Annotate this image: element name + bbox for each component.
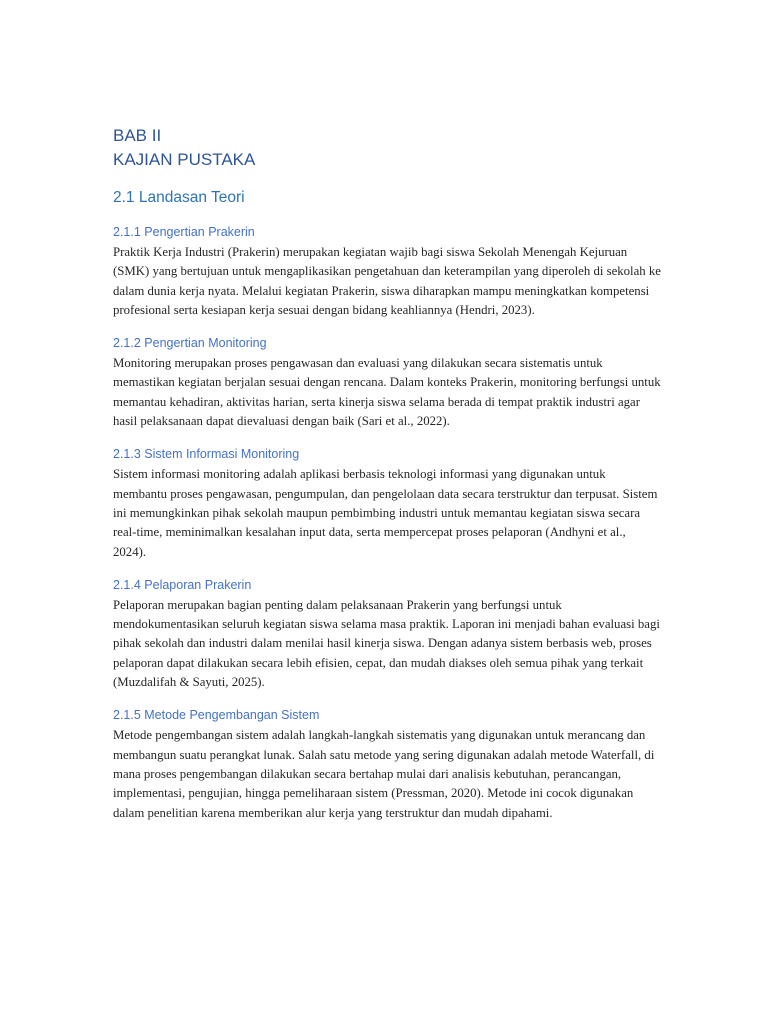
subsection-pelaporan (113, 577, 661, 692)
subsection-paragraph: Sistem informasi monitoring adalah aplikasi berbasis teknologi informasi yang digunakan untuk membantu proses pengawasan, pengumpulan, dan pengelolaan data secara terstruktur dan terpusat. Sistem ini memungkinkan pihak sekolah maupun pembimbing industri untuk memantau kegiatan siswa secara real-time, meminimalkan kesalahan input data, serta mempercepat proses pelaporan (Andhyni et al., 2024). (113, 467, 658, 559)
chapter-title: KAJIAN PUSTAKA (113, 150, 256, 169)
subsection-prakerin (113, 224, 661, 320)
subsection-heading: 2.1.1 Pengertian Prakerin (113, 225, 255, 239)
page-content (113, 124, 661, 823)
subsection-paragraph: Pelaporan merupakan bagian penting dalam pelaksanaan Prakerin yang berfungsi untuk mendokumentasikan seluruh kegiatan siswa selama masa praktik. Laporan ini menjadi bahan evaluasi bagi pihak sekolah dan industri dalam menilai hasil kinerja siswa. Dengan adanya sistem berbasis web, proses pelaporan dapat dilakukan secara lebih efisien, cepat, dan mudah diakses oleh semua pihak yang terkait (Muzdalifah & Sayuti, 2025). (113, 597, 660, 690)
subsection-monitoring (113, 335, 661, 431)
subsection-metode (113, 707, 661, 822)
subsection-paragraph: Monitoring merupakan proses pengawasan dan evaluasi yang dilakukan secara sistematis untuk memastikan kegiatan berjalan sesuai dengan rencana. Dalam konteks Prakerin, monitoring berfungsi untuk memantau kehadiran, aktivitas harian, serta kinerja siswa selama berada di tempat praktik industri agar hasil pelaksanaan dapat dievaluasi dengan baik (Sari et al., 2022). (113, 356, 661, 429)
chapter-number: BAB II (113, 126, 162, 145)
subsection-heading: 2.1.5 Metode Pengembangan Sistem (113, 708, 320, 723)
section-heading: 2.1 Landasan Teori (113, 189, 245, 206)
subsection-paragraph: Metode pengembangan sistem adalah langkah-langkah sistematis yang digunakan untuk merancang dan membangun suatu perangkat lunak. Salah satu metode yang sering digunakan adalah metode Waterfall, di mana proses pengembangan dilakukan secara bertahap mulai dari analisis kebutuhan, perancangan, implementasi, pengujian, hingga pemeliharaan sistem (Pressman, 2020). Metode ini cocok digunakan dalam penelitian karena memberikan alur kerja yang terstruktur dan mudah dipahami. (113, 728, 655, 820)
subsection-heading: 2.1.3 Sistem Informasi Monitoring (113, 447, 300, 462)
subsection-heading: 2.1.2 Pengertian Monitoring (113, 336, 267, 351)
subsection-heading: 2.1.4 Pelaporan Prakerin (113, 577, 252, 592)
subsection-paragraph: Praktik Kerja Industri (Prakerin) merupakan kegiatan wajib bagi siswa Sekolah Menengah Kejuruan (SMK) yang bertujuan untuk mengaplikasikan pengetahuan dan keterampilan yang diperoleh di sekolah ke dalam dunia kerja nyata. Melalui kegiatan Prakerin, siswa diharapkan mampu meningkatkan kompetensi profesional serta kesiapan kerja sesuai dengan bidang keahliannya (Hendri, 2023). (113, 245, 661, 317)
subsection-sistem-informasi (113, 446, 661, 561)
